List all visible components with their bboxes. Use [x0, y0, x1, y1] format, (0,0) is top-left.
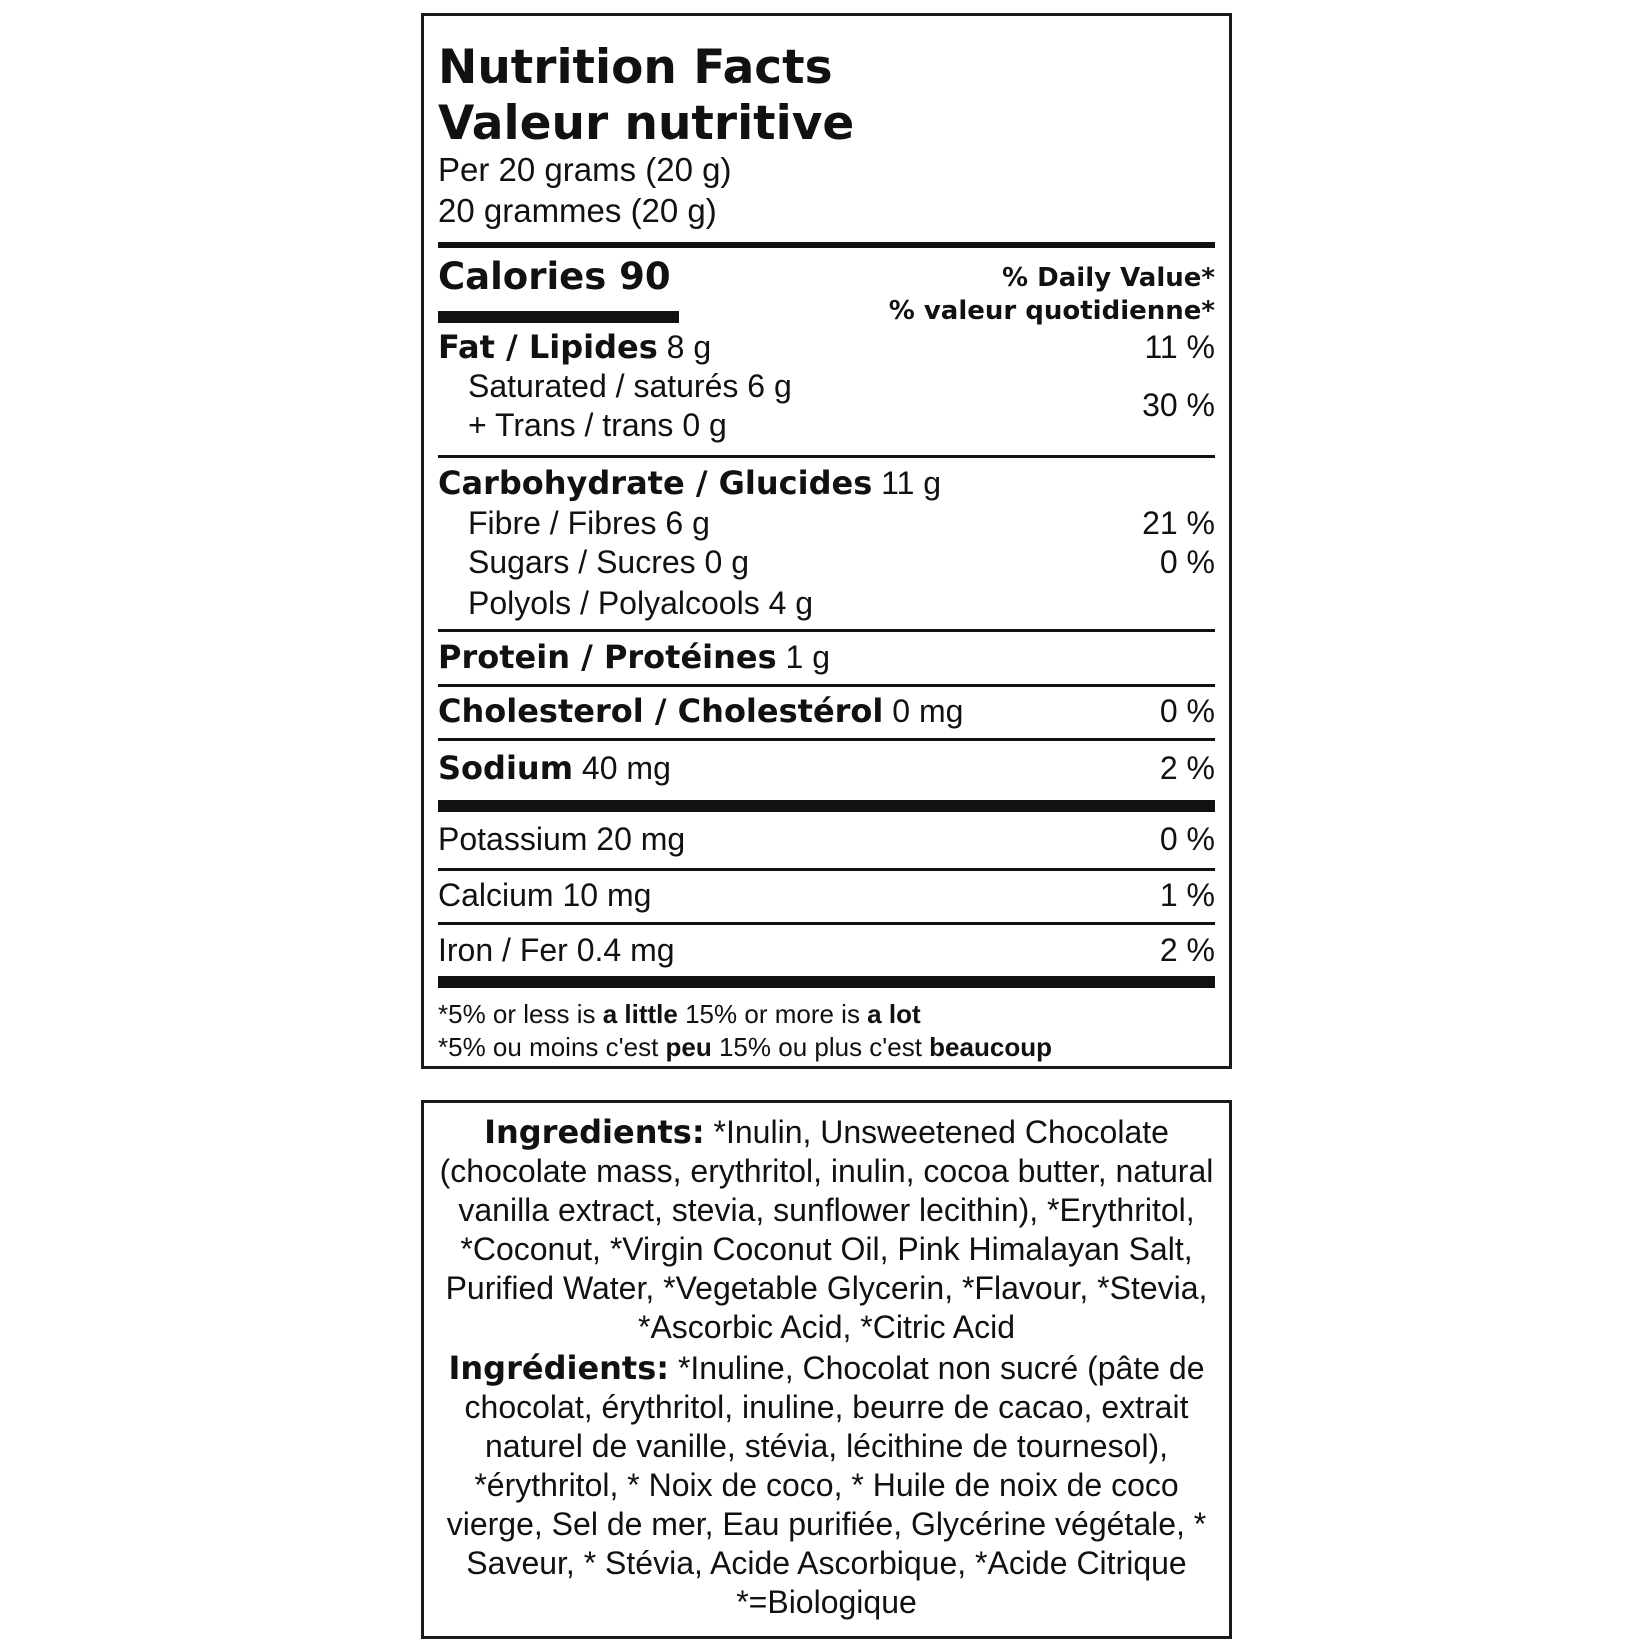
- daily-value-header-en: % Daily Value*: [1002, 263, 1215, 293]
- divider: [438, 629, 1215, 632]
- nutrition-facts-panel: [421, 13, 1232, 1069]
- trans-label: + Trans / trans 0 g: [468, 407, 727, 443]
- fat-amount: 8 g: [657, 329, 712, 365]
- title-fr: Valeur nutritive: [438, 96, 855, 151]
- potassium-dv: 0 %: [1159, 821, 1215, 857]
- cholesterol-amount: 0 mg: [883, 693, 964, 729]
- protein-amount: 1 g: [776, 639, 831, 675]
- thick-divider: [438, 976, 1215, 988]
- ingredients-en: [434, 1113, 1219, 1347]
- ingredients-en-heading: Ingredients:: [484, 1113, 705, 1151]
- thick-divider: [438, 242, 1215, 248]
- organic-note: *=Biologique: [736, 1584, 917, 1620]
- thick-divider: [438, 800, 1215, 812]
- sugars-label: Sugars / Sucres 0 g: [468, 544, 750, 580]
- saturated-trans-dv: 30 %: [1142, 387, 1215, 423]
- carbohydrate-label: Carbohydrate / Glucides: [438, 464, 873, 502]
- ingredients-fr-text: *Inuline, Chocolat non sucré (pâte de chocolat, érythritol, inuline, beurre de cacao, extrait naturel de vanille, stévia, lécithine de tournesol), *érythritol, * Noix de coco, * Huile de noix de coco vierge, Sel de mer, Eau purifiée, Glycérine végétale, * Saveur, * Stévia, Acide Ascorbique, *Acide Citrique: [446, 1350, 1207, 1581]
- potassium-label: Potassium 20 mg: [438, 821, 686, 857]
- fat-label: Fat / Lipides: [438, 328, 658, 366]
- divider: [438, 738, 1215, 741]
- calcium-dv: 1 %: [1159, 877, 1215, 913]
- carbohydrate-amount: 11 g: [872, 465, 942, 501]
- serving-size-fr: 20 grammes (20 g): [438, 192, 717, 229]
- serving-size-en: Per 20 grams (20 g): [438, 151, 732, 188]
- ingredients-en-text: *Inulin, Unsweetened Chocolate (chocolate mass, erythritol, inulin, cocoa butter, natural vanilla extract, stevia, sunflower lecithin), *Erythritol, *Coconut, *Virgin Coconut Oil, Pink Himalayan Salt, Purified Water, *Vegetable Glycerin, *Flavour, *Stevia, *Ascorbic Acid, *Citric Acid: [439, 1114, 1214, 1345]
- calories: Calories 90: [438, 255, 671, 298]
- cholesterol-dv: 0 %: [1159, 693, 1215, 729]
- ingredients-fr-heading: Ingrédients:: [448, 1349, 670, 1387]
- daily-value-header-fr: % valeur quotidienne*: [888, 296, 1215, 326]
- calcium-label: Calcium 10 mg: [438, 877, 652, 913]
- fat-dv: 11 %: [1144, 329, 1215, 365]
- saturated-label: Saturated / saturés 6 g: [468, 368, 792, 404]
- sugars-dv: 0 %: [1159, 544, 1215, 580]
- divider: [438, 684, 1215, 687]
- divider: [438, 922, 1215, 925]
- footnote-en: *5% or less is a little 15% or more is a lot: [438, 999, 921, 1029]
- ingredients-fr: [434, 1349, 1219, 1583]
- protein-label: Protein / Protéines: [438, 638, 777, 676]
- divider: [438, 455, 1215, 458]
- footnote-fr: *5% ou moins c'est peu 15% ou plus c'est beaucoup: [438, 1032, 1052, 1062]
- divider: [438, 868, 1215, 871]
- iron-dv: 2 %: [1159, 932, 1215, 968]
- sodium-label: Sodium: [438, 749, 574, 787]
- fibre-label: Fibre / Fibres 6 g: [468, 505, 710, 541]
- cholesterol-label: Cholesterol / Cholestérol: [438, 692, 884, 730]
- calories-bar: [438, 311, 679, 323]
- sodium-dv: 2 %: [1159, 750, 1215, 786]
- ingredients-panel: [421, 1100, 1232, 1639]
- fibre-dv: 21 %: [1142, 505, 1215, 541]
- sodium-amount: 40 mg: [573, 750, 671, 786]
- polyols-label: Polyols / Polyalcools 4 g: [468, 585, 814, 621]
- title-en: Nutrition Facts: [438, 40, 833, 95]
- iron-label: Iron / Fer 0.4 mg: [438, 932, 675, 968]
